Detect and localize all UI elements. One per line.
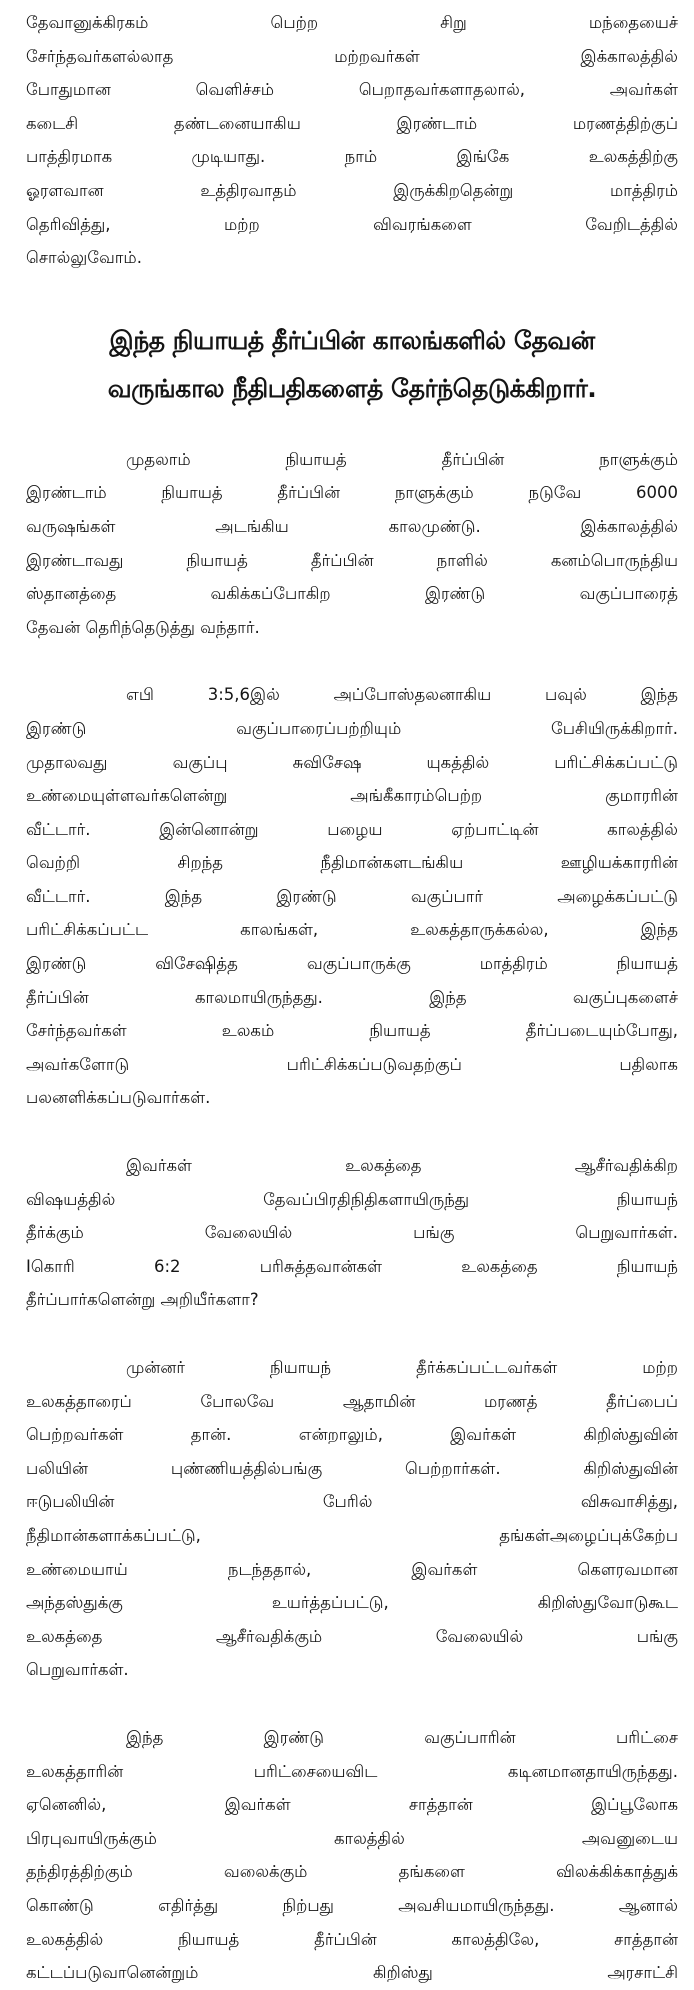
text-line: உலகத்தாரின் பரிட்சையைவிட கடினமானதாயிருந்தது. xyxy=(26,1761,678,1781)
text-line: உண்மையாய் நடந்ததால், இவர்கள் கௌரவமான xyxy=(26,1559,678,1579)
text-line: விஷயத்தில் தேவப்பிரதிநிதிகளாயிருந்து நியாயந் xyxy=(26,1189,678,1209)
text-line: ஈடுபலியின் பேரில் விசுவாசித்து, xyxy=(26,1492,678,1512)
text-line: சேர்ந்தவர்கள் உலகம் நியாயத் தீர்ப்படையும்போது, xyxy=(26,1021,678,1041)
text-line: பலியின் புண்ணியத்தில்பங்கு பெற்றார்கள். கிறிஸ்துவின் xyxy=(26,1458,678,1478)
paragraph-1 xyxy=(26,6,678,275)
document-page xyxy=(26,6,678,1990)
paragraph-4 xyxy=(26,1149,678,1317)
paragraph-2 xyxy=(26,443,678,645)
text-line: போதுமான வெளிச்சம் பெறாதவர்களாதலால், அவர்கள் xyxy=(26,80,678,100)
text-line: நீதிமான்களாக்கப்பட்டு, தங்கள்அழைப்புக்கேற்ப xyxy=(26,1525,678,1545)
text-line: முதலாம் நியாயத் தீர்ப்பின் நாளுக்கும் xyxy=(126,449,678,469)
text-line: தீர்ப்பார்களென்று அறியீர்களா? xyxy=(26,1290,259,1310)
text-line: இரண்டாம் நியாயத் தீர்ப்பின் நாளுக்கும் நடுவே 6000 xyxy=(26,483,678,503)
text-line: பலனளிக்கப்படுவார்கள். xyxy=(26,1088,211,1108)
section-heading-line: வருங்கால நீதிபதிகளைத் தேர்ந்தெடுக்கிறார். xyxy=(107,373,597,403)
text-line: Iகொரி 6:2 பரிசுத்தவான்கள் உலகத்தை நியாயந் xyxy=(26,1256,678,1276)
text-line: கொண்டு எதிர்த்து நிற்பது அவசியமாயிருந்தது. ஆனால் xyxy=(26,1895,678,1915)
text-line: ஏனெனில், இவர்கள் சாத்தான் இப்பூலோக xyxy=(26,1795,678,1815)
text-line: அவர்களோடு பரிட்சிக்கப்படுவதற்குப் பதிலாக xyxy=(26,1054,678,1074)
text-line: இரண்டு வகுப்பாரைப்பற்றியும் பேசியிருக்கிறார். xyxy=(26,718,678,738)
text-line: முன்னர் நியாயந் தீர்க்கப்பட்டவர்கள் மற்ற xyxy=(126,1358,678,1377)
text-line: உலகத்தை ஆசீர்வதிக்கும் வேலையில் பங்கு xyxy=(26,1626,678,1646)
text-line: தெரிவித்து, மற்ற விவரங்களை வேறிடத்தில் xyxy=(26,214,678,234)
text-line: அந்தஸ்துக்கு உயர்த்தப்பட்டு, கிறிஸ்துவோடுகூட xyxy=(26,1593,678,1613)
text-line: கடைசி தண்டனையாகிய இரண்டாம் மரணத்திற்குப் xyxy=(26,113,678,133)
text-line: கட்டப்படுவானென்றும் கிறிஸ்து அரசாட்சி xyxy=(26,1963,678,1983)
text-line: வெற்றி சிறந்த நீதிமான்களடங்கிய ஊழியக்காரரின் xyxy=(26,853,678,873)
text-line: உலகத்தில் நியாயத் தீர்ப்பின் காலத்திலே, சாத்தான் xyxy=(26,1929,678,1949)
text-line: பாத்திரமாக முடியாது. நாம் இங்கே உலகத்திற்கு xyxy=(26,147,678,167)
paragraph-3 xyxy=(26,678,678,1115)
text-line: தேவன் தெரிந்தெடுத்து வந்தார். xyxy=(26,617,260,637)
text-line: சொல்லுவோம். xyxy=(26,248,142,268)
section-heading xyxy=(26,317,678,413)
text-line: தீர்க்கும் வேலையில் பங்கு பெறுவார்கள். xyxy=(26,1223,678,1243)
text-line: தந்திரத்திற்கும் வலைக்கும் தங்களை விலக்கிக்காத்துக் xyxy=(26,1862,678,1882)
text-line: இரண்டு விசேஷித்த வகுப்பாருக்கு மாத்திரம் நியாயத் xyxy=(26,954,678,974)
text-line: இந்த இரண்டு வகுப்பாரின் பரிட்சை xyxy=(126,1727,678,1747)
paragraph-5 xyxy=(26,1351,678,1687)
text-line: உண்மையுள்ளவர்களென்று அங்கீகாரம்பெற்ற குமாரரின் xyxy=(26,786,678,806)
text-line: பிரபுவாயிருக்கும் காலத்தில் அவனுடைய xyxy=(26,1828,678,1848)
text-line: பரிட்சிக்கப்பட்ட காலங்கள், உலகத்தாருக்கல்ல, இந்த xyxy=(26,920,678,940)
text-line: இரண்டாவது நியாயத் தீர்ப்பின் நாளில் கனம்பொருந்திய xyxy=(26,550,678,570)
paragraph-6 xyxy=(26,1721,678,1990)
text-line: எபி 3:5,6இல் அப்போஸ்தலனாகிய பவுல் இந்த xyxy=(126,685,678,705)
text-line: பெற்றவர்கள் தான். என்றாலும், இவர்கள் கிறிஸ்துவின் xyxy=(26,1425,678,1445)
text-line: வீட்டார். இன்னொன்று பழைய ஏற்பாட்டின் காலத்தில் xyxy=(26,819,678,839)
text-line: முதாலவது வகுப்பு சுவிசேஷ யுகத்தில் பரிட்சிக்கப்பட்டு xyxy=(26,752,678,772)
text-line: தீர்ப்பின் காலமாயிருந்தது. இந்த வகுப்புகளைச் xyxy=(26,987,678,1007)
text-line: தேவானுக்கிரகம் பெற்ற சிறு மந்தையைச் xyxy=(26,13,678,32)
section-heading-line: இந்த நியாயத் தீர்ப்பின் காலங்களில் தேவன் xyxy=(109,325,595,355)
text-line: வீட்டார். இந்த இரண்டு வகுப்பார் அழைக்கப்பட்டு xyxy=(26,886,678,906)
text-line: இவர்கள் உலகத்தை ஆசீர்வதிக்கிற xyxy=(126,1156,678,1176)
text-line: பெறுவார்கள். xyxy=(26,1660,129,1680)
text-line: உலகத்தாரைப் போலவே ஆதாமின் மரணத் தீர்ப்பைப் xyxy=(26,1391,678,1411)
text-line: சேர்ந்தவர்களல்லாத மற்றவர்கள் இக்காலத்தில் xyxy=(26,46,678,66)
text-line: ஓரளவான உத்திரவாதம் இருக்கிறதென்று மாத்திரம் xyxy=(26,180,678,200)
text-line: வருஷங்கள் அடங்கிய காலமுண்டு. இக்காலத்தில் xyxy=(26,516,678,536)
text-line: ஸ்தானத்தை வகிக்கப்போகிற இரண்டு வகுப்பாரைத் xyxy=(26,584,678,604)
